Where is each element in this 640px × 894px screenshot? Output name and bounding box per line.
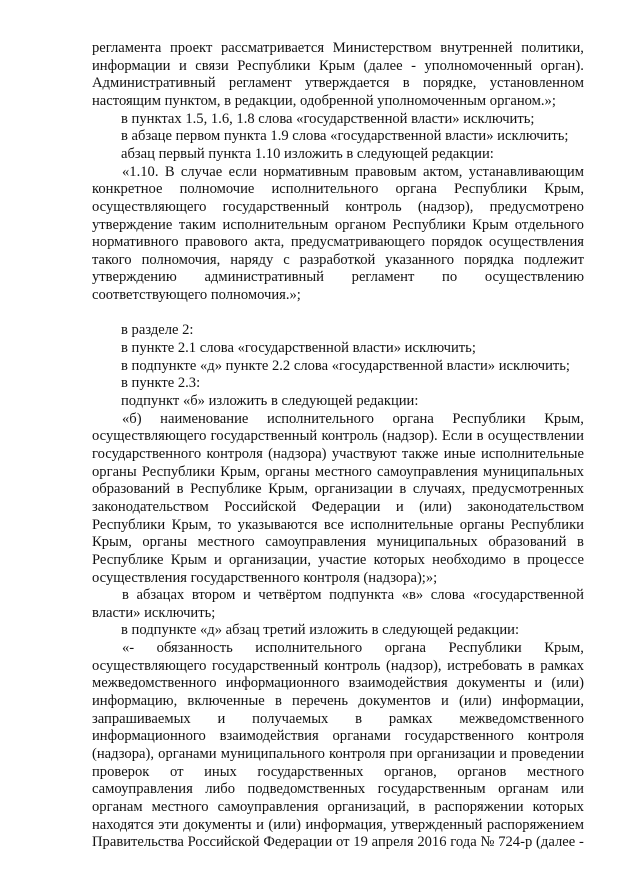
word: Крым bbox=[472, 216, 509, 233]
word: и bbox=[395, 498, 404, 515]
word: органы bbox=[92, 463, 137, 480]
word: полномочия, bbox=[141, 251, 221, 268]
text-line: абзац первый пункта 1.10 изложить в следующей редакции: bbox=[121, 145, 494, 162]
word: осуществляющего bbox=[92, 198, 207, 215]
word: Крым, bbox=[92, 534, 132, 551]
word: государственным bbox=[377, 781, 486, 798]
word: и bbox=[178, 57, 187, 74]
word: внутренней bbox=[440, 40, 513, 56]
word: с bbox=[283, 251, 290, 268]
word: года bbox=[450, 834, 477, 851]
word: осуществлению bbox=[484, 269, 584, 286]
text-line bbox=[0, 764, 640, 781]
word: перечень bbox=[292, 693, 349, 710]
word: Республики bbox=[392, 216, 466, 233]
word: порядке, bbox=[423, 75, 477, 92]
word: (далее bbox=[363, 57, 403, 74]
word: «в» bbox=[401, 587, 424, 604]
word: государственных bbox=[257, 763, 364, 780]
word: государственного bbox=[92, 445, 202, 462]
word: самоуправления bbox=[92, 781, 193, 798]
word: органам bbox=[92, 798, 143, 815]
text-line bbox=[0, 446, 640, 463]
word: такого bbox=[92, 251, 132, 268]
word: в bbox=[577, 534, 584, 551]
word: осуществления bbox=[489, 234, 584, 251]
word: «1.10. bbox=[122, 163, 159, 180]
word: подлежит bbox=[523, 251, 584, 268]
word: межведомственного bbox=[92, 675, 217, 692]
word: отдельного bbox=[514, 216, 584, 233]
text-line bbox=[0, 252, 640, 269]
word: образований bbox=[92, 481, 171, 498]
word: муниципальных bbox=[482, 463, 584, 480]
text-line: в подпункте «д» пункте 2.2 слова «государственной власти» исключить; bbox=[121, 357, 570, 374]
word: наряду bbox=[230, 251, 274, 268]
word: законодательством bbox=[92, 498, 209, 515]
word: информации bbox=[92, 57, 171, 74]
word: акта, bbox=[254, 234, 285, 251]
word: регламента bbox=[92, 40, 162, 56]
word: утверждение bbox=[92, 216, 173, 233]
word: то bbox=[217, 516, 232, 533]
word: контроль bbox=[324, 657, 381, 674]
word: (или) bbox=[459, 693, 492, 710]
word: осуществляющего bbox=[92, 657, 207, 674]
word: исполнительного bbox=[271, 181, 379, 198]
word: установленном bbox=[489, 75, 584, 92]
word: (далее bbox=[536, 834, 576, 851]
word: процессе bbox=[527, 551, 584, 568]
word: нормативного bbox=[92, 234, 179, 251]
word: взаимодействия bbox=[348, 675, 448, 692]
word: (или) bbox=[268, 816, 301, 833]
word: органа bbox=[392, 410, 434, 427]
word: (надзора) bbox=[268, 445, 327, 462]
text-line: в пункте 2.3: bbox=[121, 375, 201, 392]
word: органа bbox=[384, 640, 427, 657]
word: Крым, bbox=[268, 481, 308, 498]
word: в bbox=[399, 481, 407, 498]
word: «государственной bbox=[472, 587, 584, 604]
text-line bbox=[0, 411, 640, 428]
word: (или) bbox=[419, 498, 452, 515]
word: муниципальных bbox=[376, 534, 478, 551]
word: взаимодействия bbox=[219, 728, 319, 745]
word: апреля bbox=[371, 834, 414, 851]
word: Крым, bbox=[544, 410, 584, 427]
word: истребовать bbox=[447, 657, 523, 674]
word: (надзора), bbox=[92, 746, 155, 762]
word: в bbox=[418, 798, 426, 815]
word: Российской bbox=[224, 498, 297, 515]
word: в bbox=[355, 710, 363, 727]
word: информационного bbox=[225, 675, 340, 692]
word: № bbox=[480, 834, 495, 851]
word: при bbox=[389, 746, 413, 762]
word: контроля bbox=[527, 728, 584, 745]
word: предусмотренных bbox=[471, 481, 584, 498]
word: информационного bbox=[92, 728, 206, 745]
word: в bbox=[402, 75, 410, 92]
text-line: в подпункте «д» абзац третий изложить в следующей редакции: bbox=[121, 622, 520, 639]
text-line bbox=[0, 658, 640, 675]
text-line bbox=[0, 181, 640, 198]
word: иные bbox=[443, 445, 476, 462]
word: Федерации bbox=[263, 834, 333, 851]
word: наименование bbox=[160, 410, 249, 427]
word: организации bbox=[314, 481, 393, 498]
word: актом, bbox=[422, 163, 463, 180]
word: Крым, bbox=[171, 516, 212, 533]
word: от bbox=[336, 834, 350, 851]
word: порядок bbox=[431, 234, 483, 251]
word: осуществлении bbox=[487, 428, 584, 445]
text-line bbox=[0, 234, 640, 251]
word: контроль bbox=[321, 428, 378, 445]
word: «б) bbox=[122, 410, 142, 427]
word: подпункта bbox=[329, 587, 395, 604]
text-line: настоящим пунктом, в редакции, одобренной уполномоченным органом.»; bbox=[92, 92, 556, 109]
text-line bbox=[0, 481, 640, 498]
text-line bbox=[0, 552, 640, 569]
text-line: в пунктах 1.5, 1.6, 1.8 слова «государственной власти» исключить; bbox=[121, 110, 535, 127]
word: органы bbox=[265, 463, 310, 480]
word: местного bbox=[151, 798, 209, 815]
text-line bbox=[0, 428, 640, 445]
word: либо bbox=[205, 781, 236, 798]
word: «- bbox=[122, 640, 135, 657]
word: государственный bbox=[222, 198, 330, 215]
word: самоуправления bbox=[217, 798, 319, 815]
word: рамках bbox=[540, 657, 584, 674]
word: информацию, bbox=[92, 693, 178, 710]
word: Если bbox=[441, 428, 473, 445]
word: подведомственных bbox=[247, 781, 366, 798]
word: в bbox=[176, 481, 184, 498]
word: участие bbox=[318, 551, 367, 568]
word: распоряжении bbox=[434, 798, 524, 815]
word: получаемых bbox=[252, 710, 329, 727]
word: также bbox=[401, 445, 439, 462]
word: организации bbox=[416, 746, 496, 762]
word: уполномоченный bbox=[424, 57, 533, 74]
word: органов, bbox=[384, 763, 437, 780]
word: и bbox=[441, 693, 449, 710]
word: разработкой bbox=[299, 251, 376, 268]
word: организаций, bbox=[327, 798, 410, 815]
word: в bbox=[274, 693, 282, 710]
word: Республики bbox=[237, 57, 311, 74]
word: и bbox=[242, 587, 251, 604]
word: от bbox=[169, 763, 184, 780]
word: местного bbox=[197, 534, 255, 551]
word: все bbox=[323, 516, 344, 533]
word: межведомственного bbox=[459, 710, 584, 727]
word: государственный bbox=[211, 657, 319, 674]
word: правового bbox=[185, 234, 248, 251]
word: Крым bbox=[170, 551, 207, 568]
text-line: в разделе 2: bbox=[121, 322, 194, 339]
word: регламент bbox=[228, 75, 292, 92]
word: запрашиваемых bbox=[92, 710, 191, 727]
word: 2016 bbox=[417, 834, 447, 851]
word: находятся bbox=[92, 816, 154, 833]
word: слова bbox=[430, 587, 465, 604]
word: муниципального bbox=[220, 746, 325, 762]
word: документы bbox=[456, 675, 526, 692]
text-line bbox=[0, 675, 640, 692]
word: исполнительные bbox=[480, 445, 584, 462]
word: документы bbox=[183, 816, 252, 833]
word: рассматривается bbox=[221, 40, 325, 56]
word: эти bbox=[158, 816, 179, 833]
word: исполнительным bbox=[222, 216, 329, 233]
word: законодательством bbox=[467, 498, 584, 515]
word: органам bbox=[498, 781, 549, 798]
word: проведении bbox=[511, 746, 584, 762]
word: Республике bbox=[190, 481, 262, 498]
word: указываются bbox=[237, 516, 318, 533]
word: органом bbox=[334, 216, 386, 233]
word: правовым bbox=[355, 163, 417, 180]
word: орган). bbox=[540, 57, 584, 74]
text-line bbox=[0, 499, 640, 516]
word: (или) bbox=[551, 675, 584, 692]
word: в bbox=[122, 587, 129, 604]
word: Республики bbox=[510, 516, 584, 533]
text-line bbox=[0, 58, 640, 75]
word: контроль bbox=[345, 198, 402, 215]
word: и bbox=[534, 675, 543, 692]
word: если bbox=[228, 163, 257, 180]
word: связи bbox=[195, 57, 229, 74]
text-line bbox=[0, 781, 640, 798]
text-line bbox=[0, 217, 640, 234]
text-line bbox=[0, 464, 640, 481]
word: местного bbox=[527, 763, 584, 780]
word: таким bbox=[178, 216, 217, 233]
word: осуществляющего bbox=[92, 428, 207, 445]
text-line bbox=[0, 587, 640, 604]
word: Республики bbox=[141, 463, 216, 480]
word: регламент bbox=[351, 269, 415, 286]
word: иных bbox=[204, 763, 237, 780]
word: В bbox=[164, 163, 175, 180]
word: политики, bbox=[521, 40, 584, 56]
text-line bbox=[0, 746, 640, 763]
word: (надзор), bbox=[385, 657, 442, 674]
word: порядка bbox=[463, 251, 514, 268]
word: обязанность bbox=[156, 640, 233, 657]
word: участвуют bbox=[331, 445, 397, 462]
text-line: власти» исключить; bbox=[92, 604, 216, 621]
word: Республики bbox=[452, 410, 526, 427]
text-line: в пункте 2.1 слова «государственной власти» исключить; bbox=[121, 340, 476, 357]
word: рамках bbox=[388, 710, 433, 727]
word: предусмотрено bbox=[489, 198, 584, 215]
word: Республике bbox=[92, 551, 164, 568]
word: в bbox=[476, 428, 484, 445]
text-line bbox=[0, 517, 640, 534]
text-line bbox=[0, 199, 640, 216]
word: проект bbox=[170, 40, 213, 56]
word: необходимо bbox=[432, 551, 506, 568]
word: распоряжением bbox=[486, 816, 584, 833]
word: органы bbox=[142, 534, 188, 551]
word: (надзор). bbox=[382, 428, 438, 445]
word: Министерством bbox=[332, 40, 432, 56]
word: Крым, bbox=[544, 640, 584, 657]
text-line bbox=[0, 834, 640, 851]
text-line bbox=[0, 728, 640, 745]
text-line bbox=[0, 164, 640, 181]
word: контроля bbox=[329, 746, 386, 762]
word: Крым, bbox=[544, 181, 584, 198]
word: органы bbox=[459, 516, 505, 533]
word: втором bbox=[191, 587, 236, 604]
word: конкретное bbox=[92, 181, 163, 198]
word: документов bbox=[358, 693, 431, 710]
word: Крым bbox=[318, 57, 356, 74]
word: в bbox=[513, 551, 521, 568]
word: - bbox=[411, 57, 416, 74]
text-line bbox=[0, 40, 640, 57]
word: утверждению bbox=[92, 269, 177, 286]
text-line bbox=[0, 269, 640, 286]
word: случае bbox=[180, 163, 223, 180]
word: абзацах bbox=[136, 587, 185, 604]
word: включенные bbox=[187, 693, 265, 710]
word: местного bbox=[314, 463, 372, 480]
word: предусматривающего bbox=[290, 234, 426, 251]
word: которых bbox=[373, 551, 425, 568]
word: утверждается bbox=[304, 75, 390, 92]
text-line bbox=[0, 75, 640, 92]
word: органами bbox=[158, 746, 217, 762]
word: и bbox=[213, 551, 222, 568]
word: 724-р bbox=[498, 834, 533, 851]
word: исполнительные bbox=[350, 516, 454, 533]
word: четвёртом bbox=[258, 587, 322, 604]
word: Республики bbox=[92, 516, 166, 533]
word: и bbox=[256, 816, 264, 833]
text-line bbox=[0, 534, 640, 551]
word: образований bbox=[488, 534, 567, 551]
text-line bbox=[0, 799, 640, 816]
word: органами bbox=[332, 728, 391, 745]
word: (надзор), bbox=[417, 198, 474, 215]
word: Российской bbox=[187, 834, 260, 851]
word: и bbox=[217, 710, 226, 727]
word: Республики bbox=[453, 181, 528, 198]
word: 19 bbox=[353, 834, 368, 851]
word: Правительства bbox=[92, 834, 184, 851]
word: проверок bbox=[92, 763, 150, 780]
word: исполнительного bbox=[266, 410, 374, 427]
text-line bbox=[0, 711, 640, 728]
blank-line bbox=[0, 305, 640, 322]
word: утвержденный bbox=[390, 816, 483, 833]
word: контроля bbox=[206, 445, 263, 462]
word: самоуправления bbox=[265, 534, 367, 551]
text-line: соответствующего полномочия.»; bbox=[92, 287, 301, 304]
word: Республики bbox=[448, 640, 522, 657]
word: исполнительного bbox=[255, 640, 363, 657]
text-line bbox=[0, 693, 640, 710]
word: устанавливающим bbox=[468, 163, 584, 180]
word: самоуправления bbox=[377, 463, 478, 480]
word: - bbox=[578, 834, 584, 851]
word: в bbox=[527, 657, 535, 674]
text-line: в абзаце первом пункта 1.9 слова «государственной власти» исключить; bbox=[121, 128, 569, 145]
word: информации, bbox=[501, 693, 584, 710]
word: Федерации bbox=[311, 498, 381, 515]
word: органа bbox=[395, 181, 437, 198]
word: организации, bbox=[228, 551, 311, 568]
text-line: осуществления государственного контроля (надзора);»; bbox=[92, 569, 438, 586]
word: случаях, bbox=[412, 481, 466, 498]
word: полномочие bbox=[179, 181, 255, 198]
word: государственный bbox=[210, 428, 318, 445]
word: Крым, bbox=[220, 463, 260, 480]
word: указанного bbox=[385, 251, 455, 268]
word: административный bbox=[204, 269, 324, 286]
text-line bbox=[0, 640, 640, 657]
word: нормативным bbox=[263, 163, 349, 180]
word: Административный bbox=[92, 75, 216, 92]
word: по bbox=[442, 269, 458, 286]
word: или bbox=[561, 781, 584, 798]
word: государственного bbox=[404, 728, 514, 745]
word: органов bbox=[457, 763, 507, 780]
word: которых bbox=[532, 798, 584, 815]
word: и bbox=[499, 746, 508, 762]
text-line bbox=[0, 817, 640, 834]
text-line: подпункт «б» изложить в следующей редакции: bbox=[121, 393, 419, 409]
word: информация, bbox=[305, 816, 387, 833]
